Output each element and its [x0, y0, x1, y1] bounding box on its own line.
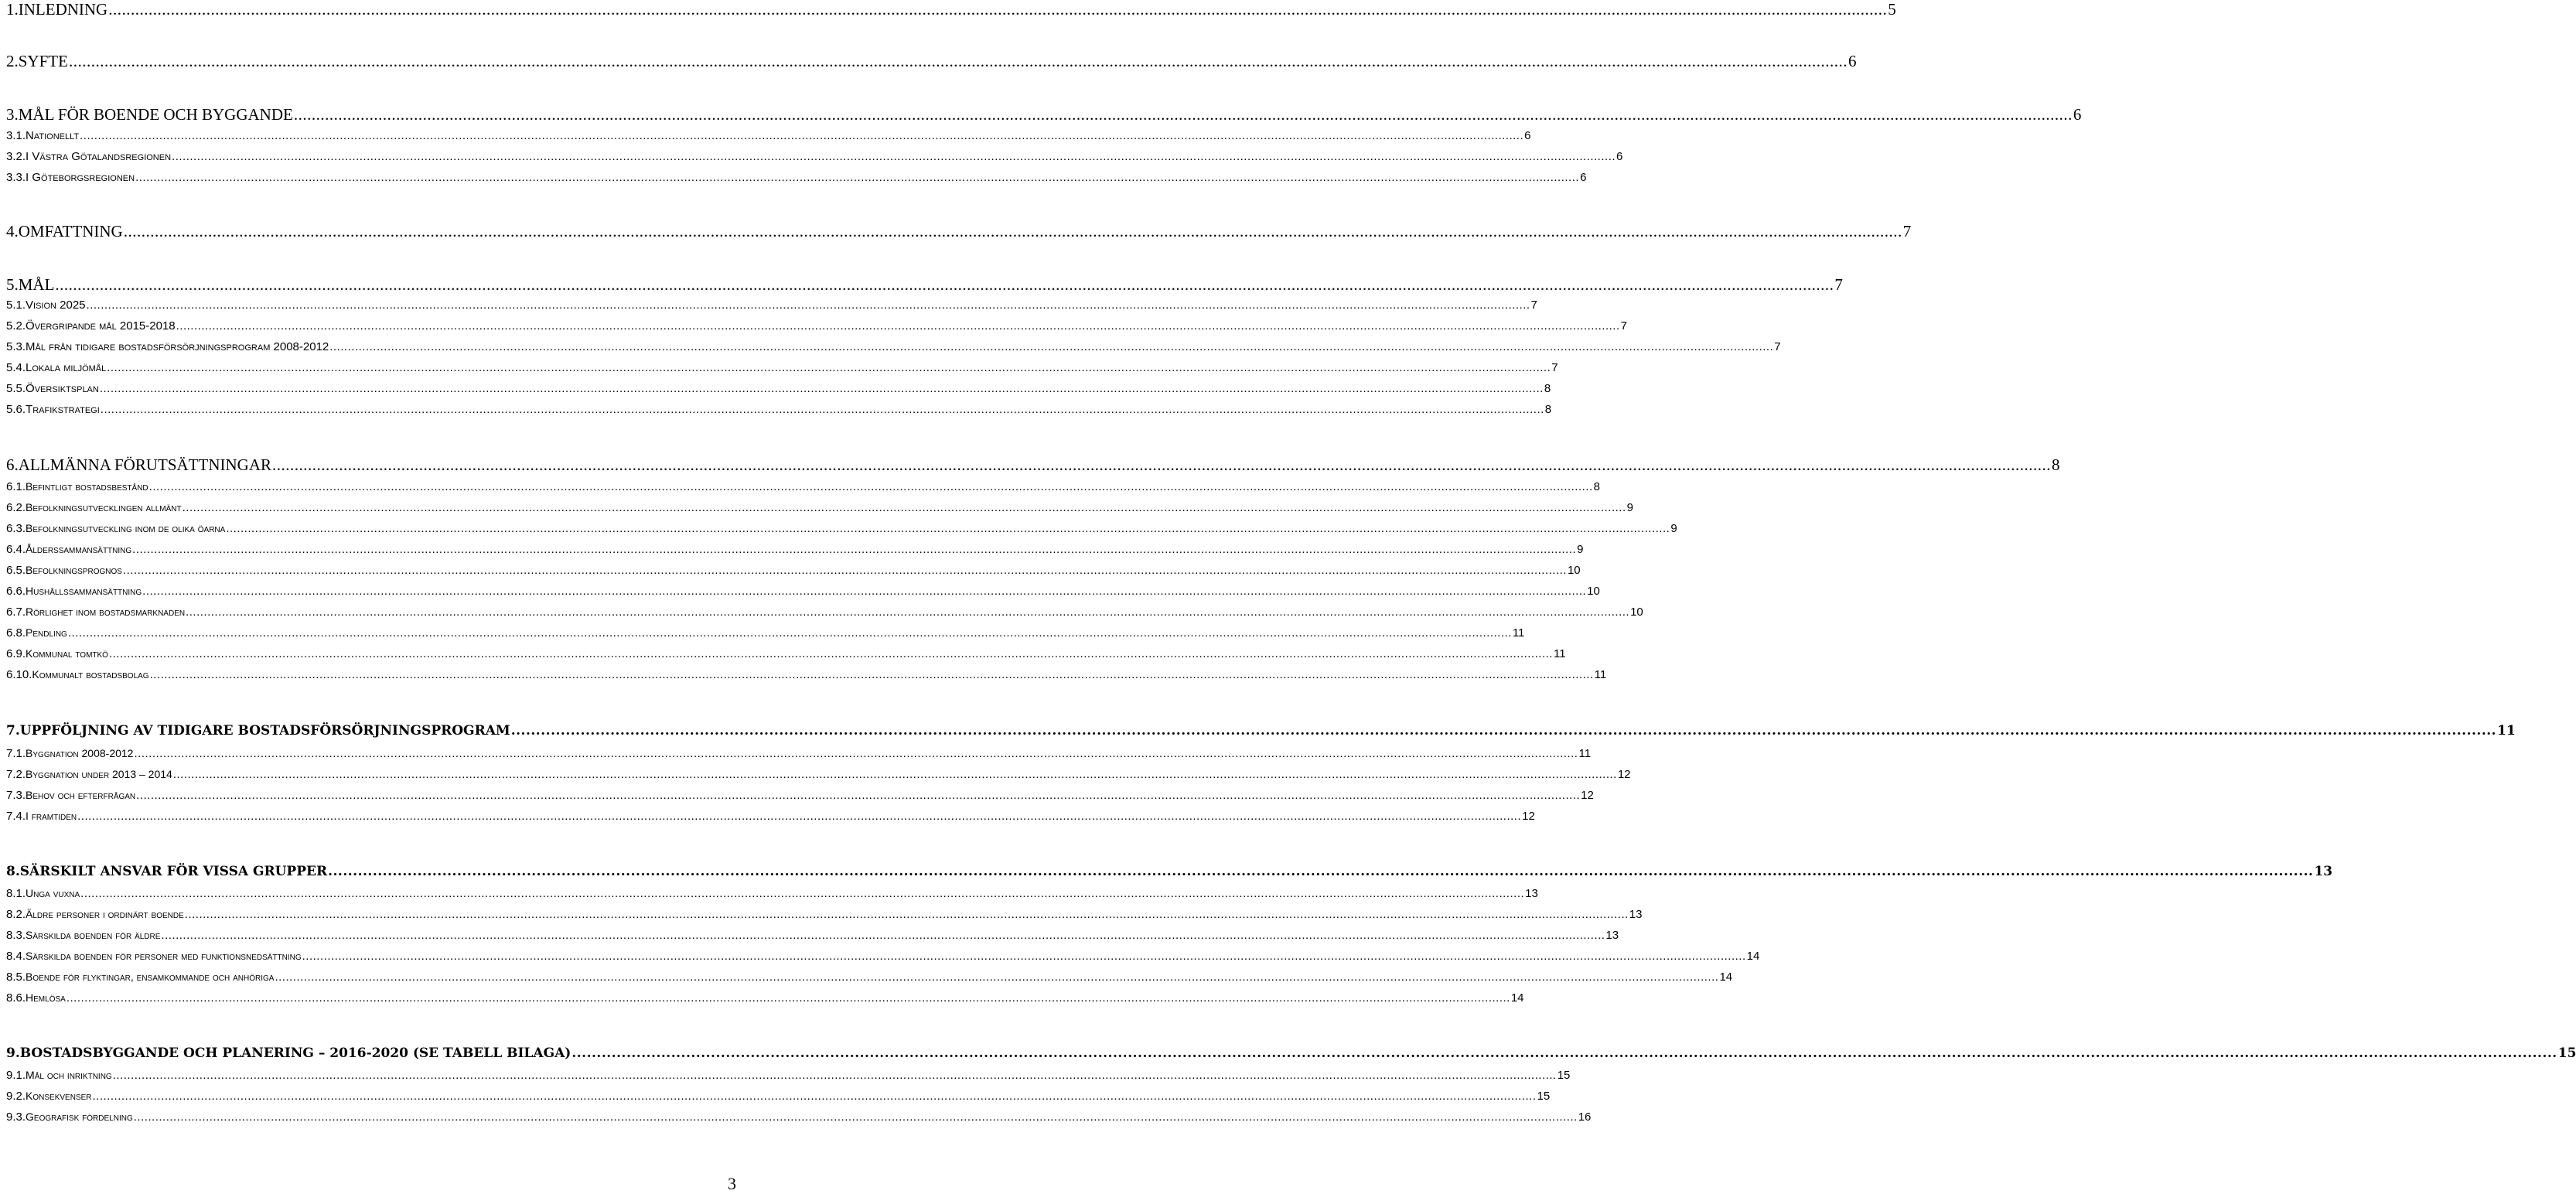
toc-entry[interactable]	[0, 807, 1535, 826]
toc-dot-leader: ................................................................................................................................................................................................................................................................................................................................................................................................................	[108, 647, 1553, 660]
toc-entry-title: Konsekvenser	[26, 1090, 92, 1102]
toc-entry[interactable]	[0, 148, 1623, 166]
toc-entry-page: 6	[1580, 171, 1587, 184]
toc-dot-leader: ................................................................................................................................................................................................................................................................................................................................................................................................................	[136, 789, 1581, 802]
toc-entry[interactable]	[0, 455, 2060, 474]
toc-entry-page: 15	[2557, 1046, 2576, 1061]
toc-entry-title: Byggnation 2008-2012	[26, 747, 134, 759]
toc-dot-leader: ................................................................................................................................................................................................................................................................................................................................................................................................................	[77, 810, 1522, 823]
toc-entry-page: 8	[2052, 455, 2060, 474]
toc-entry-page: 10	[1567, 564, 1581, 577]
toc-entry-page: 7	[1620, 319, 1627, 333]
toc-dot-leader: ................................................................................................................................................................................................................................................................................................................................................................................................................	[86, 298, 1530, 312]
toc-entry-page: 11	[1553, 647, 1566, 660]
toc-entry[interactable]	[0, 1066, 1571, 1085]
toc-entry-number: 8.2.	[6, 908, 26, 921]
toc-entry-number: 1.	[6, 0, 19, 19]
toc-entry-title: Övergripande mål 2015-2018	[26, 319, 176, 333]
toc-entry-title: Äldre personer i ordinärt boende	[26, 908, 184, 920]
toc-entry-page: 11	[1512, 626, 1525, 640]
toc-entry-title: Rörlighet inom bostadsmarknaden	[26, 606, 186, 618]
toc-dot-leader: ................................................................................................................................................................................................................................................................................................................................................................................................................	[112, 1069, 1557, 1082]
toc-entry-number: 3.	[6, 105, 19, 124]
toc-entry-number: 6.8.	[6, 626, 26, 640]
toc-entry[interactable]	[0, 540, 1584, 559]
toc-entry-page: 6	[1616, 150, 1623, 163]
page-number: 3	[728, 1174, 736, 1193]
toc-entry-title: Lokala miljömål	[26, 361, 107, 374]
toc-entry[interactable]	[0, 127, 1531, 145]
toc-entry-number: 8.	[6, 864, 20, 879]
toc-entry-title: Befolkningsutvecklingen allmänt	[26, 501, 182, 513]
toc-entry[interactable]	[0, 602, 1643, 622]
toc-entry[interactable]	[0, 947, 1760, 966]
toc-entry-number: 4.	[6, 222, 19, 241]
toc-entry-number: 7.2.	[6, 768, 26, 781]
toc-entry-page: 10	[1630, 606, 1643, 619]
toc-entry-page: 9	[1577, 543, 1584, 556]
toc-dot-leader: ................................................................................................................................................................................................................................................................................................................................................................................................................	[186, 606, 1630, 619]
toc-entry-page: 12	[1617, 768, 1631, 781]
toc-entry-title: Byggnation under 2013 – 2014	[26, 768, 172, 780]
toc-dot-leader: ................................................................................................................................................................................................................................................................................................................................................................................................................	[107, 361, 1551, 374]
toc-entry-number: 5.4.	[6, 361, 26, 374]
toc-entry-page: 6	[2073, 105, 2082, 124]
toc-entry-page: 7	[1530, 298, 1537, 312]
toc-entry-number: 7.3.	[6, 789, 26, 802]
toc-entry-page: 13	[1629, 908, 1643, 921]
toc-entry-number: 5.1.	[6, 298, 26, 312]
toc-entry-title: Översiktsplan	[26, 382, 99, 395]
toc-entry-title: Kommunal tomtkö	[26, 647, 108, 660]
toc-entry[interactable]	[0, 988, 1524, 1008]
toc-entry[interactable]	[0, 401, 1552, 419]
toc-entry-page: 16	[1578, 1110, 1592, 1124]
toc-entry-title: I Västra Götalandsregionen	[26, 150, 172, 163]
toc-dot-leader: ................................................................................................................................................................................................................................................................................................................................................................................................................	[66, 991, 1510, 1005]
toc-entry[interactable]	[0, 582, 1600, 601]
toc-entry-page: 7	[1834, 275, 1843, 294]
toc-entry[interactable]	[0, 498, 1633, 517]
toc-entry[interactable]	[0, 926, 1619, 945]
toc-entry-page: 6	[1848, 52, 1857, 70]
toc-dot-leader: ................................................................................................................................................................................................................................................................................................................................................................................................................	[132, 543, 1577, 556]
toc-entry-title: Kommunalt bostadsbolag	[32, 668, 149, 681]
toc-entry-number: 5.5.	[6, 382, 26, 395]
toc-entry[interactable]	[0, 862, 2333, 881]
toc-dot-leader: ................................................................................................................................................................................................................................................................................................................................................................................................................	[123, 222, 1902, 241]
toc-dot-leader: ................................................................................................................................................................................................................................................................................................................................................................................................................	[172, 150, 1616, 163]
toc-dot-leader: ................................................................................................................................................................................................................................................................................................................................................................................................................	[571, 1046, 2557, 1061]
toc-entry-title: INLEDNING	[18, 0, 108, 19]
toc-entry[interactable]	[0, 1107, 1592, 1127]
toc-entry-page: 5	[1888, 0, 1896, 19]
toc-entry-number: 6.4.	[6, 543, 26, 556]
toc-entry-page: 11	[1594, 668, 1607, 681]
toc-entry-number: 8.1.	[6, 887, 26, 900]
toc-dot-leader: ................................................................................................................................................................................................................................................................................................................................................................................................................	[272, 455, 2052, 474]
toc-entry-page: 7	[1902, 222, 1912, 241]
toc-entry-number: 9.3.	[6, 1110, 26, 1124]
toc-entry-page: 15	[1537, 1090, 1551, 1103]
toc-dot-leader: ................................................................................................................................................................................................................................................................................................................................................................................................................	[293, 105, 2073, 124]
toc-entry[interactable]	[0, 765, 1631, 784]
toc-entry-number: 2.	[6, 52, 19, 70]
toc-entry[interactable]	[0, 0, 1896, 19]
toc-entry-number: 6.	[6, 455, 19, 474]
toc-entry-number: 8.6.	[6, 991, 26, 1005]
toc-entry-number: 8.3.	[6, 929, 26, 942]
toc-entry-number: 6.7.	[6, 606, 26, 619]
toc-entry-page: 15	[1557, 1069, 1571, 1082]
toc-entry-title: Särskilda boenden för äldre	[26, 929, 161, 941]
toc-entry-number: 7.1.	[6, 747, 26, 760]
toc-dot-leader: ................................................................................................................................................................................................................................................................................................................................................................................................................	[161, 929, 1605, 942]
toc-entry[interactable]	[0, 561, 1581, 580]
toc-entry-title: Unga vuxna	[26, 887, 80, 899]
toc-entry[interactable]	[0, 296, 1537, 315]
toc-dot-leader: ................................................................................................................................................................................................................................................................................................................................................................................................................	[328, 864, 2314, 879]
toc-entry-title: BOSTADSBYGGANDE OCH PLANERING – 2016-2020 (SE TABELL BILAGA)	[19, 1046, 571, 1061]
toc-entry-page: 8	[1593, 480, 1600, 493]
toc-entry-number: 3.3.	[6, 171, 26, 184]
toc-dot-leader: ................................................................................................................................................................................................................................................................................................................................................................................................................	[329, 340, 1774, 353]
toc-dot-leader: ................................................................................................................................................................................................................................................................................................................................................................................................................	[510, 723, 2497, 739]
toc-entry-page: 12	[1522, 810, 1535, 823]
toc-dot-leader: ................................................................................................................................................................................................................................................................................................................................................................................................................	[134, 747, 1578, 760]
toc-entry-title: Befolkningsprognos	[26, 564, 122, 576]
toc-entry-title: OMFATTNING	[18, 222, 123, 241]
toc-dot-leader: ................................................................................................................................................................................................................................................................................................................................................................................................................	[172, 768, 1617, 781]
toc-entry-number: 5.2.	[6, 319, 26, 333]
toc-entry-page: 7	[1551, 361, 1558, 374]
toc-entry[interactable]	[0, 722, 2516, 740]
toc-entry-number: 5.	[6, 275, 19, 294]
toc-entry-page: 13	[1605, 929, 1619, 942]
toc-entry-number: 3.2.	[6, 150, 26, 163]
toc-entry-title: Ålderssammansättning	[26, 543, 132, 555]
toc-entry-number: 6.1.	[6, 480, 26, 493]
toc-entry-page: 6	[1524, 129, 1531, 142]
toc-entry-title: Vision 2025	[26, 298, 86, 312]
toc-dot-leader: ................................................................................................................................................................................................................................................................................................................................................................................................................	[182, 501, 1626, 514]
toc-entry-page: 9	[1626, 501, 1633, 514]
toc-entry-number: 6.10.	[6, 668, 32, 681]
toc-entry-page: 11	[2497, 723, 2516, 739]
toc-entry[interactable]	[0, 275, 1843, 294]
toc-entry-title: MÅL	[18, 275, 55, 294]
toc-entry-page: 8	[1544, 382, 1551, 395]
toc-entry[interactable]	[0, 477, 1600, 496]
toc-entry-number: 7.4.	[6, 810, 26, 823]
toc-entry-title: MÅL FÖR BOENDE OCH BYGGANDE	[18, 105, 293, 124]
toc-dot-leader: ................................................................................................................................................................................................................................................................................................................................................................................................................	[80, 129, 1524, 142]
toc-dot-leader: ................................................................................................................................................................................................................................................................................................................................................................................................................	[135, 171, 1580, 184]
toc-entry-title: SYFTE	[18, 52, 68, 70]
toc-entry-number: 8.5.	[6, 971, 26, 984]
toc-entry[interactable]	[0, 905, 1643, 924]
toc-entry-number: 5.3.	[6, 340, 26, 353]
toc-entry-number: 9.1.	[6, 1069, 26, 1082]
toc-entry[interactable]	[0, 169, 1587, 187]
toc-entry-page: 7	[1774, 340, 1781, 353]
toc-dot-leader: ................................................................................................................................................................................................................................................................................................................................................................................................................	[149, 668, 1594, 681]
toc-entry-page: 8	[1544, 403, 1552, 416]
toc-dot-leader: ................................................................................................................................................................................................................................................................................................................................................................................................................	[142, 585, 1587, 598]
toc-entry[interactable]	[0, 967, 1733, 987]
toc-entry-number: 3.1.	[6, 129, 26, 142]
toc-entry[interactable]	[0, 786, 1594, 805]
toc-dot-leader: ................................................................................................................................................................................................................................................................................................................................................................................................................	[133, 1110, 1578, 1124]
toc-entry-title: Särskilda boenden för personer med funktionsnedsättning	[26, 950, 302, 962]
toc-entry-page: 13	[1525, 887, 1538, 900]
toc-entry[interactable]	[0, 644, 1566, 664]
toc-entry-title: Befintligt bostadsbestånd	[26, 480, 148, 493]
toc-entry-page: 14	[1510, 991, 1524, 1005]
toc-entry-title: Pendling	[26, 626, 67, 639]
toc-entry-number: 7.	[6, 723, 20, 739]
toc-dot-leader: ................................................................................................................................................................................................................................................................................................................................................................................................................	[122, 564, 1567, 577]
toc-entry-title: Boende för flyktingar, ensamkommande och anhöriga	[26, 971, 275, 983]
toc-entry-page: 9	[1670, 522, 1677, 535]
toc-entry-title: Hemlösa	[26, 991, 66, 1004]
toc-dot-leader: ................................................................................................................................................................................................................................................................................................................................................................................................................	[226, 522, 1670, 535]
toc-entry-title: Mål från tidigare bostadsförsörjningsprogram 2008-2012	[26, 340, 329, 353]
toc-entry[interactable]	[0, 884, 1538, 903]
toc-entry-title: I Göteborgsregionen	[26, 171, 135, 184]
toc-entry[interactable]	[0, 338, 1781, 356]
toc-entry-page: 13	[2314, 864, 2333, 879]
toc-entry-number: 6.2.	[6, 501, 26, 514]
toc-entry-number: 9.2.	[6, 1090, 26, 1103]
toc-entry-title: UPPFÖLJNING AV TIDIGARE BOSTADSFÖRSÖRJNINGSPROGRAM	[19, 723, 510, 739]
toc-entry-title: Hushållssammansättning	[26, 585, 142, 597]
toc-entry-number: 6.5.	[6, 564, 26, 577]
toc-entry[interactable]	[0, 317, 1627, 336]
toc-entry[interactable]	[0, 359, 1558, 377]
toc-dot-leader: ................................................................................................................................................................................................................................................................................................................................................................................................................	[275, 971, 1719, 984]
toc-dot-leader: ................................................................................................................................................................................................................................................................................................................................................................................................................	[184, 908, 1629, 921]
toc-dot-leader: ................................................................................................................................................................................................................................................................................................................................................................................................................	[55, 275, 1834, 294]
toc-entry-page: 14	[1719, 971, 1733, 984]
toc-dot-leader: ................................................................................................................................................................................................................................................................................................................................................................................................................	[99, 382, 1544, 395]
toc-entry-number: 6.6.	[6, 585, 26, 598]
toc-dot-leader: ................................................................................................................................................................................................................................................................................................................................................................................................................	[80, 887, 1525, 900]
toc-entry-title: I framtiden	[26, 810, 77, 822]
toc-entry-title: Nationellt	[26, 129, 80, 142]
toc-entry[interactable]	[0, 222, 1912, 241]
toc-dot-leader: ................................................................................................................................................................................................................................................................................................................................................................................................................	[148, 480, 1593, 493]
toc-entry-number: 6.9.	[6, 647, 26, 660]
toc-entry-number: 6.3.	[6, 522, 26, 535]
toc-entry-title: Geografisk fördelning	[26, 1110, 133, 1123]
toc-entry-title: Trafikstrategi	[26, 403, 100, 416]
toc-entry[interactable]	[0, 744, 1592, 763]
toc-entry-title: ALLMÄNNA FÖRUTSÄTTNINGAR	[18, 455, 272, 474]
toc-entry-number: 8.4.	[6, 950, 26, 963]
toc-entry-title: Befolkningsutveckling inom de olika öarna	[26, 522, 226, 534]
toc-entry-page: 10	[1587, 585, 1600, 598]
toc-entry-page: 11	[1578, 747, 1592, 760]
toc-entry-number: 5.6.	[6, 403, 26, 416]
toc-dot-leader: ................................................................................................................................................................................................................................................................................................................................................................................................................	[92, 1090, 1537, 1103]
toc-entry[interactable]	[0, 1087, 1551, 1106]
toc-entry[interactable]	[0, 105, 2082, 124]
toc-entry-number: 9.	[6, 1046, 20, 1061]
toc-dot-leader: ................................................................................................................................................................................................................................................................................................................................................................................................................	[100, 403, 1544, 416]
toc-dot-leader: ................................................................................................................................................................................................................................................................................................................................................................................................................	[302, 950, 1746, 963]
toc-entry-page: 12	[1581, 789, 1594, 802]
toc-dot-leader: ................................................................................................................................................................................................................................................................................................................................................................................................................	[108, 0, 1888, 19]
toc-entry[interactable]	[0, 665, 1607, 684]
toc-entry[interactable]	[0, 519, 1677, 538]
toc-entry[interactable]	[0, 52, 1857, 70]
toc-dot-leader: ................................................................................................................................................................................................................................................................................................................................................................................................................	[68, 52, 1848, 70]
toc-entry[interactable]	[0, 623, 1525, 643]
toc-entry-title: Behov och efterfrågan	[26, 789, 136, 801]
toc-dot-leader: ................................................................................................................................................................................................................................................................................................................................................................................................................	[67, 626, 1512, 640]
toc-entry[interactable]	[0, 1044, 2576, 1063]
toc-dot-leader: ................................................................................................................................................................................................................................................................................................................................................................................................................	[176, 319, 1620, 333]
toc-entry-page: 14	[1746, 950, 1760, 963]
toc-entry[interactable]	[0, 380, 1551, 398]
toc-entry-title: SÄRSKILT ANSVAR FÖR VISSA GRUPPER	[19, 864, 328, 879]
toc-entry-title: Mål och inriktning	[26, 1069, 112, 1081]
